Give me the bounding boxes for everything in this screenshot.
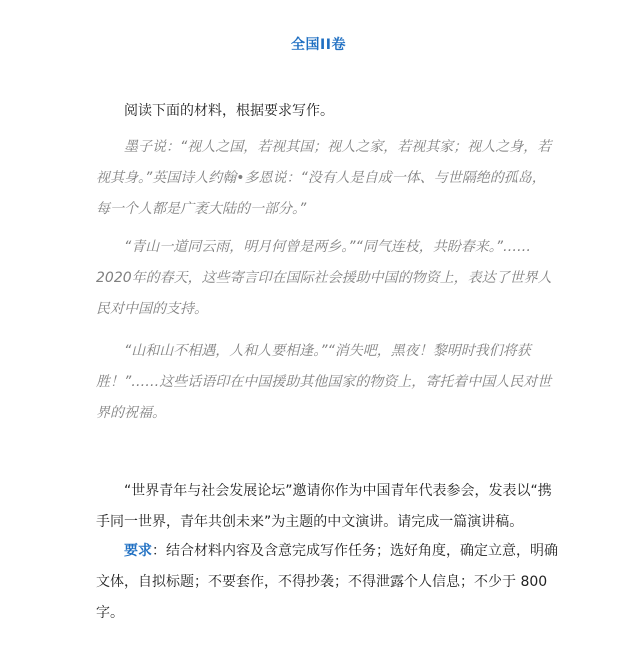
requirement-label: 要求	[124, 543, 152, 559]
requirement-paragraph	[96, 536, 558, 629]
quote-paragraph-1: 墨子说：“视人之国，若视其国；视人之家，若视其家；视人之身，若视其身。”英国诗人约翰•多恩说：“没有人是自成一体、与世隔绝的孤岛，每一个人都是广袤大陆的一部分。”	[96, 139, 552, 217]
requirement-text: ：结合材料内容及含意完成写作任务；选好角度，确定立意，明确文体，自拟标题；不要套作，不得抄袭；不得泄露个人信息；不少于 800 字。	[96, 543, 558, 621]
quote-paragraph-2: “青山一道同云雨，明月何曾是两乡。”“同气连枝，共盼春来。”……2020年的春天，这些寄言印在国际社会援助中国的物资上，表达了世界人民对中国的支持。	[96, 239, 552, 317]
quote-paragraph-3: “山和山不相遇，人和人要相逢。”“消失吧，黑夜！黎明时我们将获胜！”……这些话语印在中国援助其他国家的物资上，寄托着中国人民对世界的祝福。	[96, 343, 552, 421]
page-title: 全国II卷	[291, 37, 346, 53]
task-paragraph: “世界青年与社会发展论坛”邀请你作为中国青年代表参会，发表以“携手同一世界，青年共创未来”为主题的中文演讲。请完成一篇演讲稿。	[96, 483, 552, 530]
intro-paragraph: 阅读下面的材料，根据要求写作。	[124, 103, 334, 119]
